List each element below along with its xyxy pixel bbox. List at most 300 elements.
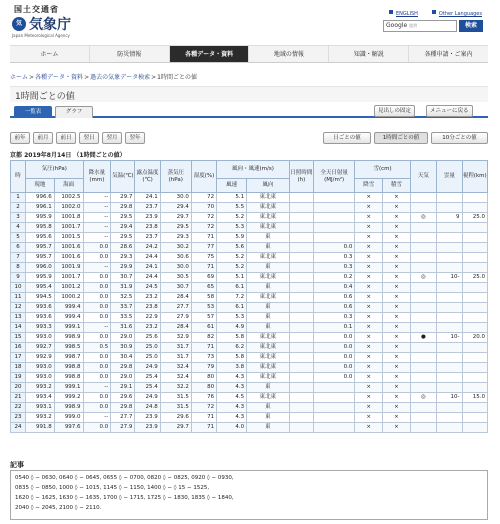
cell-sea-pressure: 997.6 bbox=[54, 423, 83, 433]
col-pressure-header: 気圧(hPa) bbox=[25, 161, 83, 179]
cell-sea-pressure: 1001.6 bbox=[54, 243, 83, 253]
cell-cloud bbox=[437, 303, 462, 313]
table-row bbox=[11, 203, 488, 213]
cell-solar bbox=[313, 383, 354, 393]
cell-station-pressure: 995.9 bbox=[25, 213, 54, 223]
cell-wind-speed: 5.8 bbox=[217, 333, 247, 343]
cell-snowdepth: × bbox=[383, 403, 411, 413]
cell-dewpoint: 24.4 bbox=[135, 273, 160, 283]
cell-wind-speed: 4.3 bbox=[217, 383, 247, 393]
cell-wind-direction: 東北東 bbox=[247, 353, 290, 363]
cell-hour[interactable]: 1 bbox=[11, 193, 26, 203]
cell-wind-direction: 東 bbox=[247, 243, 290, 253]
cell-station-pressure: 993.0 bbox=[25, 333, 54, 343]
cell-weather bbox=[410, 253, 437, 263]
cell-wind-direction: 東 bbox=[247, 233, 290, 243]
cell-temp: 29.9 bbox=[111, 263, 135, 273]
table-row bbox=[11, 383, 488, 393]
cell-dewpoint: 24.1 bbox=[135, 263, 160, 273]
cell-precip: 0.0 bbox=[83, 293, 111, 303]
cell-solar: 0.0 bbox=[313, 353, 354, 363]
cell-temp: 29.4 bbox=[111, 223, 135, 233]
cell-station-pressure: 996.1 bbox=[25, 203, 54, 213]
cell-station-pressure: 993.6 bbox=[25, 303, 54, 313]
cell-hour[interactable]: 18 bbox=[11, 363, 26, 373]
cell-visibility bbox=[462, 373, 487, 383]
table-row bbox=[11, 233, 488, 243]
cell-snowdepth: × bbox=[383, 423, 411, 433]
ten-minute-values-button[interactable]: 10分ごとの値 bbox=[431, 132, 488, 144]
cell-snowdepth: × bbox=[383, 213, 411, 223]
cell-visibility bbox=[462, 223, 487, 233]
cell-station-pressure: 995.6 bbox=[25, 233, 54, 243]
cell-wind-direction: 東北東 bbox=[247, 213, 290, 223]
cell-sunshine bbox=[289, 333, 313, 343]
cell-sunshine bbox=[289, 253, 313, 263]
agency-name[interactable]: 気象庁 bbox=[29, 17, 71, 33]
cell-weather bbox=[410, 373, 437, 383]
cell-hour[interactable]: 10 bbox=[11, 283, 26, 293]
cell-solar: 0.0 bbox=[313, 363, 354, 373]
cell-snowfall: × bbox=[355, 403, 383, 413]
cell-cloud bbox=[437, 293, 462, 303]
cell-solar bbox=[313, 413, 354, 423]
cell-wind-speed: 5.3 bbox=[217, 313, 247, 323]
cell-sea-pressure: 1000.2 bbox=[54, 293, 83, 303]
cell-solar: 0.3 bbox=[313, 253, 354, 263]
cell-weather bbox=[410, 323, 437, 333]
cell-solar bbox=[313, 213, 354, 223]
cell-temp: 29.8 bbox=[111, 403, 135, 413]
cell-precip: 0.0 bbox=[83, 313, 111, 323]
cell-wind-speed: 4.3 bbox=[217, 413, 247, 423]
cell-precip: -- bbox=[83, 323, 111, 333]
cell-snowdepth: × bbox=[383, 383, 411, 393]
nav-data[interactable]: 各種データ・資料 bbox=[170, 46, 250, 62]
cell-station-pressure: 995.4 bbox=[25, 283, 54, 293]
cell-dewpoint: 24.9 bbox=[135, 363, 160, 373]
cell-cloud bbox=[437, 363, 462, 373]
cell-hour[interactable]: 5 bbox=[11, 233, 26, 243]
cell-station-pressure: 992.7 bbox=[25, 343, 54, 353]
cell-hour[interactable]: 11 bbox=[11, 293, 26, 303]
cell-sea-pressure: 998.9 bbox=[54, 333, 83, 343]
tab-list[interactable]: 一覧表 bbox=[14, 106, 52, 118]
jma-logo-icon[interactable]: 気 bbox=[12, 17, 26, 31]
cell-dewpoint: 24.8 bbox=[135, 403, 160, 413]
cell-station-pressure: 993.6 bbox=[25, 313, 54, 323]
cell-snowfall: × bbox=[355, 323, 383, 333]
cell-vapor: 31.5 bbox=[160, 403, 191, 413]
cell-humidity: 71 bbox=[191, 343, 216, 353]
cell-hour[interactable]: 13 bbox=[11, 313, 26, 323]
cell-dewpoint: 25.4 bbox=[135, 383, 160, 393]
cell-station-pressure: 996.0 bbox=[25, 263, 54, 273]
cell-vapor: 28.4 bbox=[160, 323, 191, 333]
cell-humidity: 73 bbox=[191, 353, 216, 363]
cell-humidity: 71 bbox=[191, 233, 216, 243]
main-nav bbox=[10, 45, 488, 63]
cell-wind-direction: 東北東 bbox=[247, 223, 290, 233]
cell-snowfall: × bbox=[355, 193, 383, 203]
cell-station-pressure: 993.3 bbox=[25, 323, 54, 333]
col-visibility-header: 視程(km) bbox=[462, 161, 487, 193]
cell-snowdepth: × bbox=[383, 263, 411, 273]
cell-weather bbox=[410, 313, 437, 323]
cell-snowdepth: × bbox=[383, 363, 411, 373]
cell-temp: 29.7 bbox=[111, 193, 135, 203]
cell-solar: 0.0 bbox=[313, 373, 354, 383]
cell-weather bbox=[410, 403, 437, 413]
cell-hour[interactable]: 14 bbox=[11, 323, 26, 333]
ministry-name: 国土交通省 bbox=[14, 5, 59, 14]
cell-dewpoint: 23.9 bbox=[135, 423, 160, 433]
table-row bbox=[11, 213, 488, 223]
cell-sea-pressure: 999.4 bbox=[54, 313, 83, 323]
cell-hour[interactable]: 2 bbox=[11, 203, 26, 213]
cell-humidity: 72 bbox=[191, 403, 216, 413]
cell-vapor: 30.2 bbox=[160, 243, 191, 253]
cell-snowfall: × bbox=[355, 223, 383, 233]
cell-dewpoint: 24.1 bbox=[135, 193, 160, 203]
next-month-button[interactable]: 翌月 bbox=[102, 132, 122, 144]
cell-vapor: 29.6 bbox=[160, 413, 191, 423]
cell-cloud bbox=[437, 323, 462, 333]
cell-weather bbox=[410, 283, 437, 293]
cell-weather bbox=[410, 263, 437, 273]
cell-hour[interactable]: 19 bbox=[11, 373, 26, 383]
cell-precip: -- bbox=[83, 413, 111, 423]
cell-dewpoint: 24.4 bbox=[135, 253, 160, 263]
col-sea-pressure-header: 海面 bbox=[54, 179, 83, 193]
cell-visibility bbox=[462, 363, 487, 373]
cell-sunshine bbox=[289, 303, 313, 313]
cell-vapor: 31.5 bbox=[160, 393, 191, 403]
cell-wind-direction: 東北東 bbox=[247, 393, 290, 403]
cell-vapor: 28.4 bbox=[160, 293, 191, 303]
notes-line: 2040 ◊ − 2045, 2100 ◊ − 2110. bbox=[15, 505, 102, 511]
cell-hour[interactable]: 16 bbox=[11, 343, 26, 353]
cell-temp: 29.5 bbox=[111, 233, 135, 243]
cell-precip: 0.0 bbox=[83, 273, 111, 283]
cell-hour[interactable]: 4 bbox=[11, 223, 26, 233]
cell-hour[interactable]: 24 bbox=[11, 423, 26, 433]
cell-visibility: 25.0 bbox=[462, 213, 487, 223]
cell-precip: 0.0 bbox=[83, 393, 111, 403]
cell-hour[interactable]: 21 bbox=[11, 393, 26, 403]
cell-sea-pressure: 1001.2 bbox=[54, 283, 83, 293]
cell-temp: 28.6 bbox=[111, 243, 135, 253]
cell-sunshine bbox=[289, 283, 313, 293]
cell-dewpoint: 23.9 bbox=[135, 213, 160, 223]
col-snowdepth-header: 積雪 bbox=[383, 179, 411, 193]
prev-year-button[interactable]: 前年 bbox=[10, 132, 30, 144]
cell-sunshine bbox=[289, 293, 313, 303]
date-navigation bbox=[10, 132, 488, 144]
cell-hour[interactable]: 23 bbox=[11, 413, 26, 423]
cell-snowdepth: × bbox=[383, 303, 411, 313]
cell-station-pressure: 994.5 bbox=[25, 293, 54, 303]
cell-visibility bbox=[462, 323, 487, 333]
cell-humidity: 53 bbox=[191, 303, 216, 313]
cell-humidity: 72 bbox=[191, 223, 216, 233]
cell-humidity: 71 bbox=[191, 413, 216, 423]
cell-dewpoint: 25.0 bbox=[135, 343, 160, 353]
other-languages-link[interactable]: Other Languages bbox=[438, 11, 482, 17]
cell-sunshine bbox=[289, 273, 313, 283]
cell-temp: 29.6 bbox=[111, 393, 135, 403]
breadcrumb-sep: > bbox=[151, 74, 157, 81]
cell-hour[interactable]: 17 bbox=[11, 353, 26, 363]
col-wind-header: 風向・風速(m/s) bbox=[217, 161, 290, 179]
cell-snowfall: × bbox=[355, 283, 383, 293]
cell-sea-pressure: 1001.8 bbox=[54, 213, 83, 223]
cell-sunshine bbox=[289, 423, 313, 433]
cell-cloud: 10- bbox=[437, 393, 462, 403]
cell-dewpoint: 24.5 bbox=[135, 283, 160, 293]
breadcrumb-home[interactable]: ホーム bbox=[10, 74, 29, 81]
table-row bbox=[11, 253, 488, 263]
cell-temp: 27.7 bbox=[111, 413, 135, 423]
cell-station-pressure: 995.7 bbox=[25, 253, 54, 263]
cell-sunshine bbox=[289, 223, 313, 233]
cell-wind-direction: 東 bbox=[247, 413, 290, 423]
cell-sunshine bbox=[289, 393, 313, 403]
breadcrumb-search[interactable]: 過去の気象データ検索 bbox=[90, 74, 151, 81]
cell-solar: 0.3 bbox=[313, 263, 354, 273]
cell-vapor: 30.7 bbox=[160, 283, 191, 293]
cell-hour[interactable]: 12 bbox=[11, 303, 26, 313]
cell-wind-speed: 3.8 bbox=[217, 363, 247, 373]
cell-hour[interactable]: 6 bbox=[11, 243, 26, 253]
cell-wind-direction: 東 bbox=[247, 383, 290, 393]
cell-snowfall: × bbox=[355, 383, 383, 393]
cell-precip: 0.0 bbox=[83, 303, 111, 313]
cell-dewpoint: 23.8 bbox=[135, 303, 160, 313]
cell-station-pressure: 995.9 bbox=[25, 273, 54, 283]
cell-weather: ◎ bbox=[410, 393, 437, 403]
cell-visibility bbox=[462, 403, 487, 413]
cell-solar bbox=[313, 223, 354, 233]
cell-sunshine bbox=[289, 343, 313, 353]
back-to-menu-button[interactable]: メニューに戻る bbox=[426, 105, 473, 117]
cell-temp: 33.5 bbox=[111, 313, 135, 323]
cell-visibility bbox=[462, 233, 487, 243]
english-link-wrap bbox=[389, 10, 418, 17]
cell-cloud: 9 bbox=[437, 213, 462, 223]
cell-cloud: 10- bbox=[437, 333, 462, 343]
cell-sunshine bbox=[289, 213, 313, 223]
cell-wind-speed: 7.2 bbox=[217, 293, 247, 303]
cell-wind-direction: 東北東 bbox=[247, 193, 290, 203]
cell-temp: 29.8 bbox=[111, 363, 135, 373]
cell-station-pressure: 995.7 bbox=[25, 243, 54, 253]
cell-humidity: 61 bbox=[191, 323, 216, 333]
nav-applications[interactable]: 各種申請・ご案内 bbox=[424, 51, 473, 58]
cell-sunshine bbox=[289, 263, 313, 273]
cell-vapor: 29.7 bbox=[160, 213, 191, 223]
cell-cloud bbox=[437, 353, 462, 363]
cell-humidity: 75 bbox=[191, 253, 216, 263]
cell-station-pressure: 993.1 bbox=[25, 403, 54, 413]
cell-snowfall: × bbox=[355, 303, 383, 313]
cell-snowfall: × bbox=[355, 213, 383, 223]
cell-sunshine bbox=[289, 233, 313, 243]
cell-temp: 27.9 bbox=[111, 423, 135, 433]
cell-snowdepth: × bbox=[383, 323, 411, 333]
other-languages-link-wrap bbox=[432, 10, 482, 17]
cell-cloud bbox=[437, 233, 462, 243]
cell-visibility bbox=[462, 253, 487, 263]
tab-graph[interactable]: グラフ bbox=[55, 106, 93, 118]
cell-wind-speed: 4.3 bbox=[217, 373, 247, 383]
cell-humidity: 77 bbox=[191, 243, 216, 253]
cell-visibility bbox=[462, 413, 487, 423]
daily-values-button[interactable]: 日ごとの値 bbox=[323, 132, 371, 144]
prev-month-button[interactable]: 前月 bbox=[33, 132, 53, 144]
cell-visibility bbox=[462, 383, 487, 393]
next-day-button[interactable]: 翌日 bbox=[79, 132, 99, 144]
cell-humidity: 76 bbox=[191, 393, 216, 403]
cell-wind-direction: 東北東 bbox=[247, 253, 290, 263]
cell-sea-pressure: 1001.6 bbox=[54, 253, 83, 263]
cell-snowfall: × bbox=[355, 393, 383, 403]
cell-sea-pressure: 1001.9 bbox=[54, 263, 83, 273]
col-wind-direction-header: 風向 bbox=[247, 179, 290, 193]
cell-cloud bbox=[437, 283, 462, 293]
cell-cloud bbox=[437, 223, 462, 233]
cell-sea-pressure: 998.8 bbox=[54, 373, 83, 383]
table-row bbox=[11, 373, 488, 383]
cell-precip: -- bbox=[83, 203, 111, 213]
col-station-pressure-header: 現地 bbox=[25, 179, 54, 193]
google-label: Google bbox=[386, 22, 408, 29]
cell-hour[interactable]: 7 bbox=[11, 253, 26, 263]
cell-wind-speed: 4.3 bbox=[217, 403, 247, 413]
table-row bbox=[11, 353, 488, 363]
col-cloud-header: 雲量 bbox=[437, 161, 462, 193]
cell-temp: 31.9 bbox=[111, 283, 135, 293]
cell-weather bbox=[410, 223, 437, 233]
fixed-header-button[interactable]: 見出しの固定 bbox=[374, 105, 415, 117]
cell-visibility bbox=[462, 353, 487, 363]
cell-hour[interactable]: 20 bbox=[11, 383, 26, 393]
cell-wind-speed: 6.1 bbox=[217, 283, 247, 293]
cell-station-pressure: 993.0 bbox=[25, 363, 54, 373]
prev-day-button[interactable]: 前日 bbox=[56, 132, 76, 144]
cell-temp: 29.8 bbox=[111, 203, 135, 213]
cell-precip: -- bbox=[83, 233, 111, 243]
next-year-button[interactable]: 翌年 bbox=[125, 132, 145, 144]
cell-wind-speed: 5.5 bbox=[217, 203, 247, 213]
cell-snowfall: × bbox=[355, 263, 383, 273]
cell-visibility bbox=[462, 263, 487, 273]
cell-station-pressure: 993.4 bbox=[25, 393, 54, 403]
cell-snowdepth: × bbox=[383, 353, 411, 363]
cell-vapor: 27.7 bbox=[160, 303, 191, 313]
agency-name-en: Japan Meteorological Agency bbox=[12, 33, 70, 38]
english-link[interactable]: ENGLISH bbox=[395, 11, 418, 17]
nav-home[interactable]: ホーム bbox=[10, 46, 90, 62]
cell-weather bbox=[410, 343, 437, 353]
cell-temp: 29.0 bbox=[111, 333, 135, 343]
cell-snowdepth: × bbox=[383, 413, 411, 423]
cell-vapor: 32.4 bbox=[160, 363, 191, 373]
cell-cloud bbox=[437, 413, 462, 423]
cell-cloud bbox=[437, 373, 462, 383]
cell-temp: 31.6 bbox=[111, 323, 135, 333]
cell-hour[interactable]: 3 bbox=[11, 213, 26, 223]
hourly-values-button[interactable]: 1時間ごとの値 bbox=[374, 132, 428, 144]
search-input[interactable] bbox=[383, 20, 457, 32]
cell-wind-direction: 東北東 bbox=[247, 343, 290, 353]
cell-hour[interactable]: 15 bbox=[11, 333, 26, 343]
cell-snowdepth: × bbox=[383, 273, 411, 283]
search-button[interactable]: 検索 bbox=[459, 20, 483, 32]
cell-station-pressure: 991.8 bbox=[25, 423, 54, 433]
square-bullet-icon bbox=[432, 10, 436, 14]
cell-snowfall: × bbox=[355, 333, 383, 343]
cell-sea-pressure: 1001.5 bbox=[54, 233, 83, 243]
cell-snowdepth: × bbox=[383, 223, 411, 233]
cell-weather: ● bbox=[410, 333, 437, 343]
breadcrumb-data[interactable]: 各種データ・資料 bbox=[35, 74, 84, 81]
cell-precip: 0.0 bbox=[83, 423, 111, 433]
cell-snowfall: × bbox=[355, 273, 383, 283]
cell-snowdepth: × bbox=[383, 293, 411, 303]
cell-temp: 32.5 bbox=[111, 293, 135, 303]
cell-station-pressure: 993.0 bbox=[25, 373, 54, 383]
cell-visibility bbox=[462, 313, 487, 323]
cell-hour[interactable]: 22 bbox=[11, 403, 26, 413]
table-row bbox=[11, 403, 488, 413]
cell-wind-speed: 5.8 bbox=[217, 353, 247, 363]
cell-sunshine bbox=[289, 363, 313, 373]
cell-sea-pressure: 1001.7 bbox=[54, 223, 83, 233]
cell-station-pressure: 992.9 bbox=[25, 353, 54, 363]
cell-precip: -- bbox=[83, 263, 111, 273]
col-snowfall-header: 降雪 bbox=[355, 179, 383, 193]
cell-hour[interactable]: 8 bbox=[11, 263, 26, 273]
cell-hour[interactable]: 9 bbox=[11, 273, 26, 283]
cell-wind-direction: 東 bbox=[247, 323, 290, 333]
cell-temp: 30.7 bbox=[111, 273, 135, 283]
table-row bbox=[11, 323, 488, 333]
cell-snowdepth: × bbox=[383, 393, 411, 403]
cell-solar bbox=[313, 423, 354, 433]
col-solar-header: 全天日射量(MJ/m²) bbox=[313, 161, 354, 193]
nav-knowledge[interactable]: 知識・解説 bbox=[329, 46, 409, 62]
cell-dewpoint: 22.9 bbox=[135, 313, 160, 323]
col-weather-header: 天気 bbox=[410, 161, 437, 193]
cell-snowdepth: × bbox=[383, 203, 411, 213]
nav-disaster[interactable]: 防災情報 bbox=[90, 46, 170, 62]
cell-sunshine bbox=[289, 403, 313, 413]
cell-precip: -- bbox=[83, 223, 111, 233]
cell-solar: 0.4 bbox=[313, 283, 354, 293]
cell-dewpoint: 25.0 bbox=[135, 353, 160, 363]
cell-snowfall: × bbox=[355, 343, 383, 353]
table-row bbox=[11, 303, 488, 313]
cell-wind-direction: 東 bbox=[247, 263, 290, 273]
cell-snowfall: × bbox=[355, 203, 383, 213]
nav-regional[interactable]: 地域の情報 bbox=[249, 46, 329, 62]
notes-box bbox=[10, 470, 488, 520]
cell-snowdepth: × bbox=[383, 333, 411, 343]
cell-humidity: 58 bbox=[191, 293, 216, 303]
cell-solar: 0.2 bbox=[313, 273, 354, 283]
cell-vapor: 27.9 bbox=[160, 313, 191, 323]
